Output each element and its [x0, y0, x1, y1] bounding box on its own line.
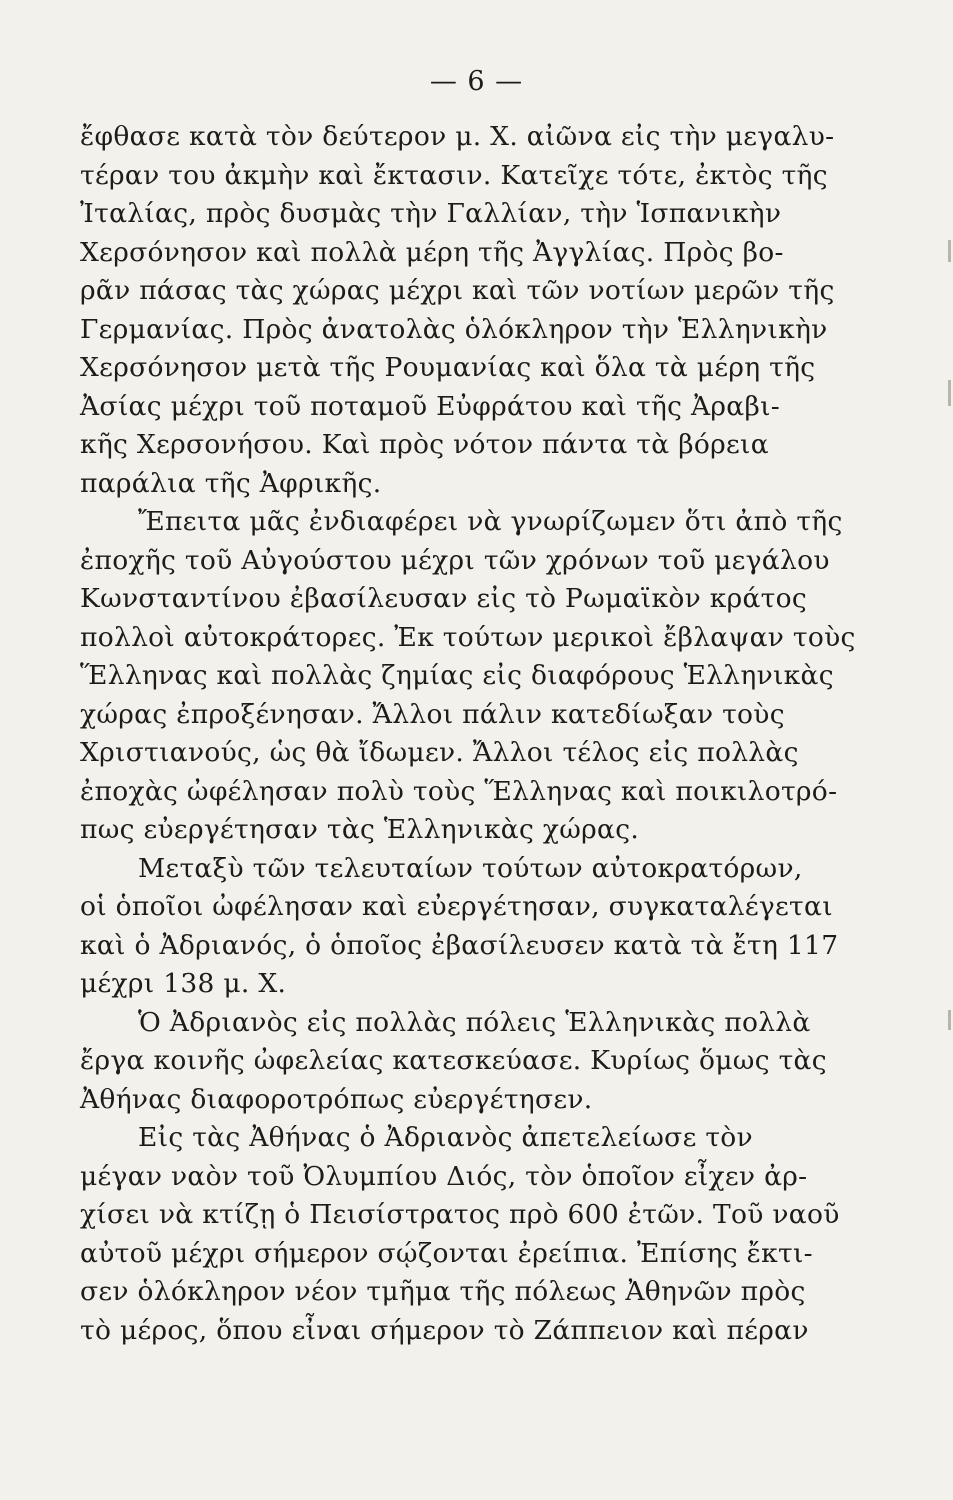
text-line: Ἰταλίας, πρὸς δυσμὰς τὴν Γαλλίαν, τὴν Ἱσπανικὴν [80, 198, 782, 229]
text-line: Ἀσίας μέχρι τοῦ ποταμοῦ Εὐφράτου καὶ τῆς Ἀραβι- [80, 390, 781, 422]
paragraph-start-line: Εἰς τὰς Ἀθήνας ὁ Ἀδριανὸς ἀπετελείωσε τὸν [138, 1122, 753, 1153]
text-line: Χριστιανούς, ὡς θὰ ἴδωμεν. Ἄλλοι τέλος εἰς πολλὰς [80, 737, 799, 768]
text-line: τέραν του ἀκμὴν καὶ ἔκτασιν. Κατεῖχε τότε, ἐκτὸς τῆς [80, 159, 828, 191]
text-line: Κωνσταντίνου ἐβασίλευσαν εἰς τὸ Ρωμαϊκὸν κράτος [80, 583, 807, 614]
text-line: Χερσόνησον καὶ πολλὰ μέρη τῆς Ἀγγλίας. Πρὸς βο- [80, 236, 784, 268]
paragraph-start-line: Μεταξὺ τῶν τελευταίων τούτων αὐτοκρατόρων, [138, 852, 803, 884]
text-line: Γερμανίας. Πρὸς ἀνατολὰς ὁλόκληρον τὴν Ἑλληνικὴν [80, 313, 828, 345]
paragraph-start-line: Ὁ Ἀδριανὸς εἰς πολλὰς πόλεις Ἑλληνικὰς πολλὰ [138, 1006, 811, 1038]
text-line: μέγαν ναὸν τοῦ Ὀλυμπίου Διός, τὸν ὁποῖον εἶχεν ἀρ- [80, 1160, 808, 1192]
text-line: Χερσόνησον μετὰ τῆς Ρουμανίας καὶ ὅλα τὰ μέρη τῆς [80, 352, 816, 383]
text-line: ρᾶν πάσας τὰς χώρας μέχρι καὶ τῶν νοτίων μερῶν τῆς [80, 275, 835, 306]
page-number: — 6 — [429, 66, 524, 97]
text-line: μέχρι 138 μ. Χ. [80, 968, 287, 999]
text-line: ἐποχῆς τοῦ Αὐγούστου μέχρι τῶν χρόνων τοῦ μεγάλου [80, 544, 830, 576]
text-line: αὐτοῦ μέχρι σήμερον σῴζονται ἐρείπια. Ἐπίσης ἔκτι- [80, 1237, 813, 1269]
text-line: οἱ ὁποῖοι ὠφέλησαν καὶ εὐεργέτησαν, συγκαταλέγεται [80, 891, 833, 922]
text-line: παράλια τῆς Ἀφρικῆς. [80, 467, 382, 499]
text-line: ἔργα κοινῆς ὠφελείας κατεσκεύασε. Κυρίως ὅμως τὰς [80, 1045, 827, 1076]
text-line: χίσει νὰ κτίζῃ ὁ Πεισίστρατος πρὸ 600 ἐτῶν. Τοῦ ναοῦ [80, 1199, 840, 1230]
page-edge-mark [948, 1010, 951, 1030]
body-text [80, 118, 856, 1350]
text-line: Ἀθήνας διαφοροτρόπως εὐεργέτησεν. [80, 1083, 593, 1115]
text-line: χώρας ἐπροξένησαν. Ἄλλοι πάλιν κατεδίωξαν τοὺς [80, 698, 785, 730]
text-line: καὶ ὁ Ἀδριανός, ὁ ὁποῖος ἐβασίλευσεν κατὰ τὰ ἔτη 117 [80, 929, 839, 961]
text-line: τὸ μέρος, ὅπου εἶναι σήμερον τὸ Ζάππειον καὶ πέραν [80, 1314, 809, 1346]
text-line: πως εὐεργέτησαν τὰς Ἑλληνικὰς χώρας. [80, 814, 640, 845]
page-edge-mark [948, 240, 951, 262]
text-line: κῆς Χερσονήσου. Καὶ πρὸς νότον πάντα τὰ βόρεια [80, 429, 769, 460]
text-line: ἔφθασε κατὰ τὸν δεύτερον μ. Χ. αἰῶνα εἰς τὴν μεγαλυ- [80, 121, 835, 152]
paragraph-start-line: Ἔπειτα μᾶς ἐνδιαφέρει νὰ γνωρίζωμεν ὅτι ἀπὸ τῆς [138, 506, 843, 537]
text-line: Ἕλληνας καὶ πολλὰς ζημίας εἰς διαφόρους Ἑλληνικὰς [80, 660, 834, 691]
text-line: ἐποχὰς ὠφέλησαν πολὺ τοὺς Ἕλληνας καὶ ποικιλοτρό- [80, 775, 838, 807]
text-line: σεν ὁλόκληρον νέον τμῆμα τῆς πόλεως Ἀθηνῶν πρὸς [80, 1276, 806, 1307]
page-edge-mark [948, 380, 951, 406]
text-line: πολλοὶ αὐτοκράτορες. Ἐκ τούτων μερικοὶ ἔβλαψαν τοὺς [80, 621, 856, 653]
